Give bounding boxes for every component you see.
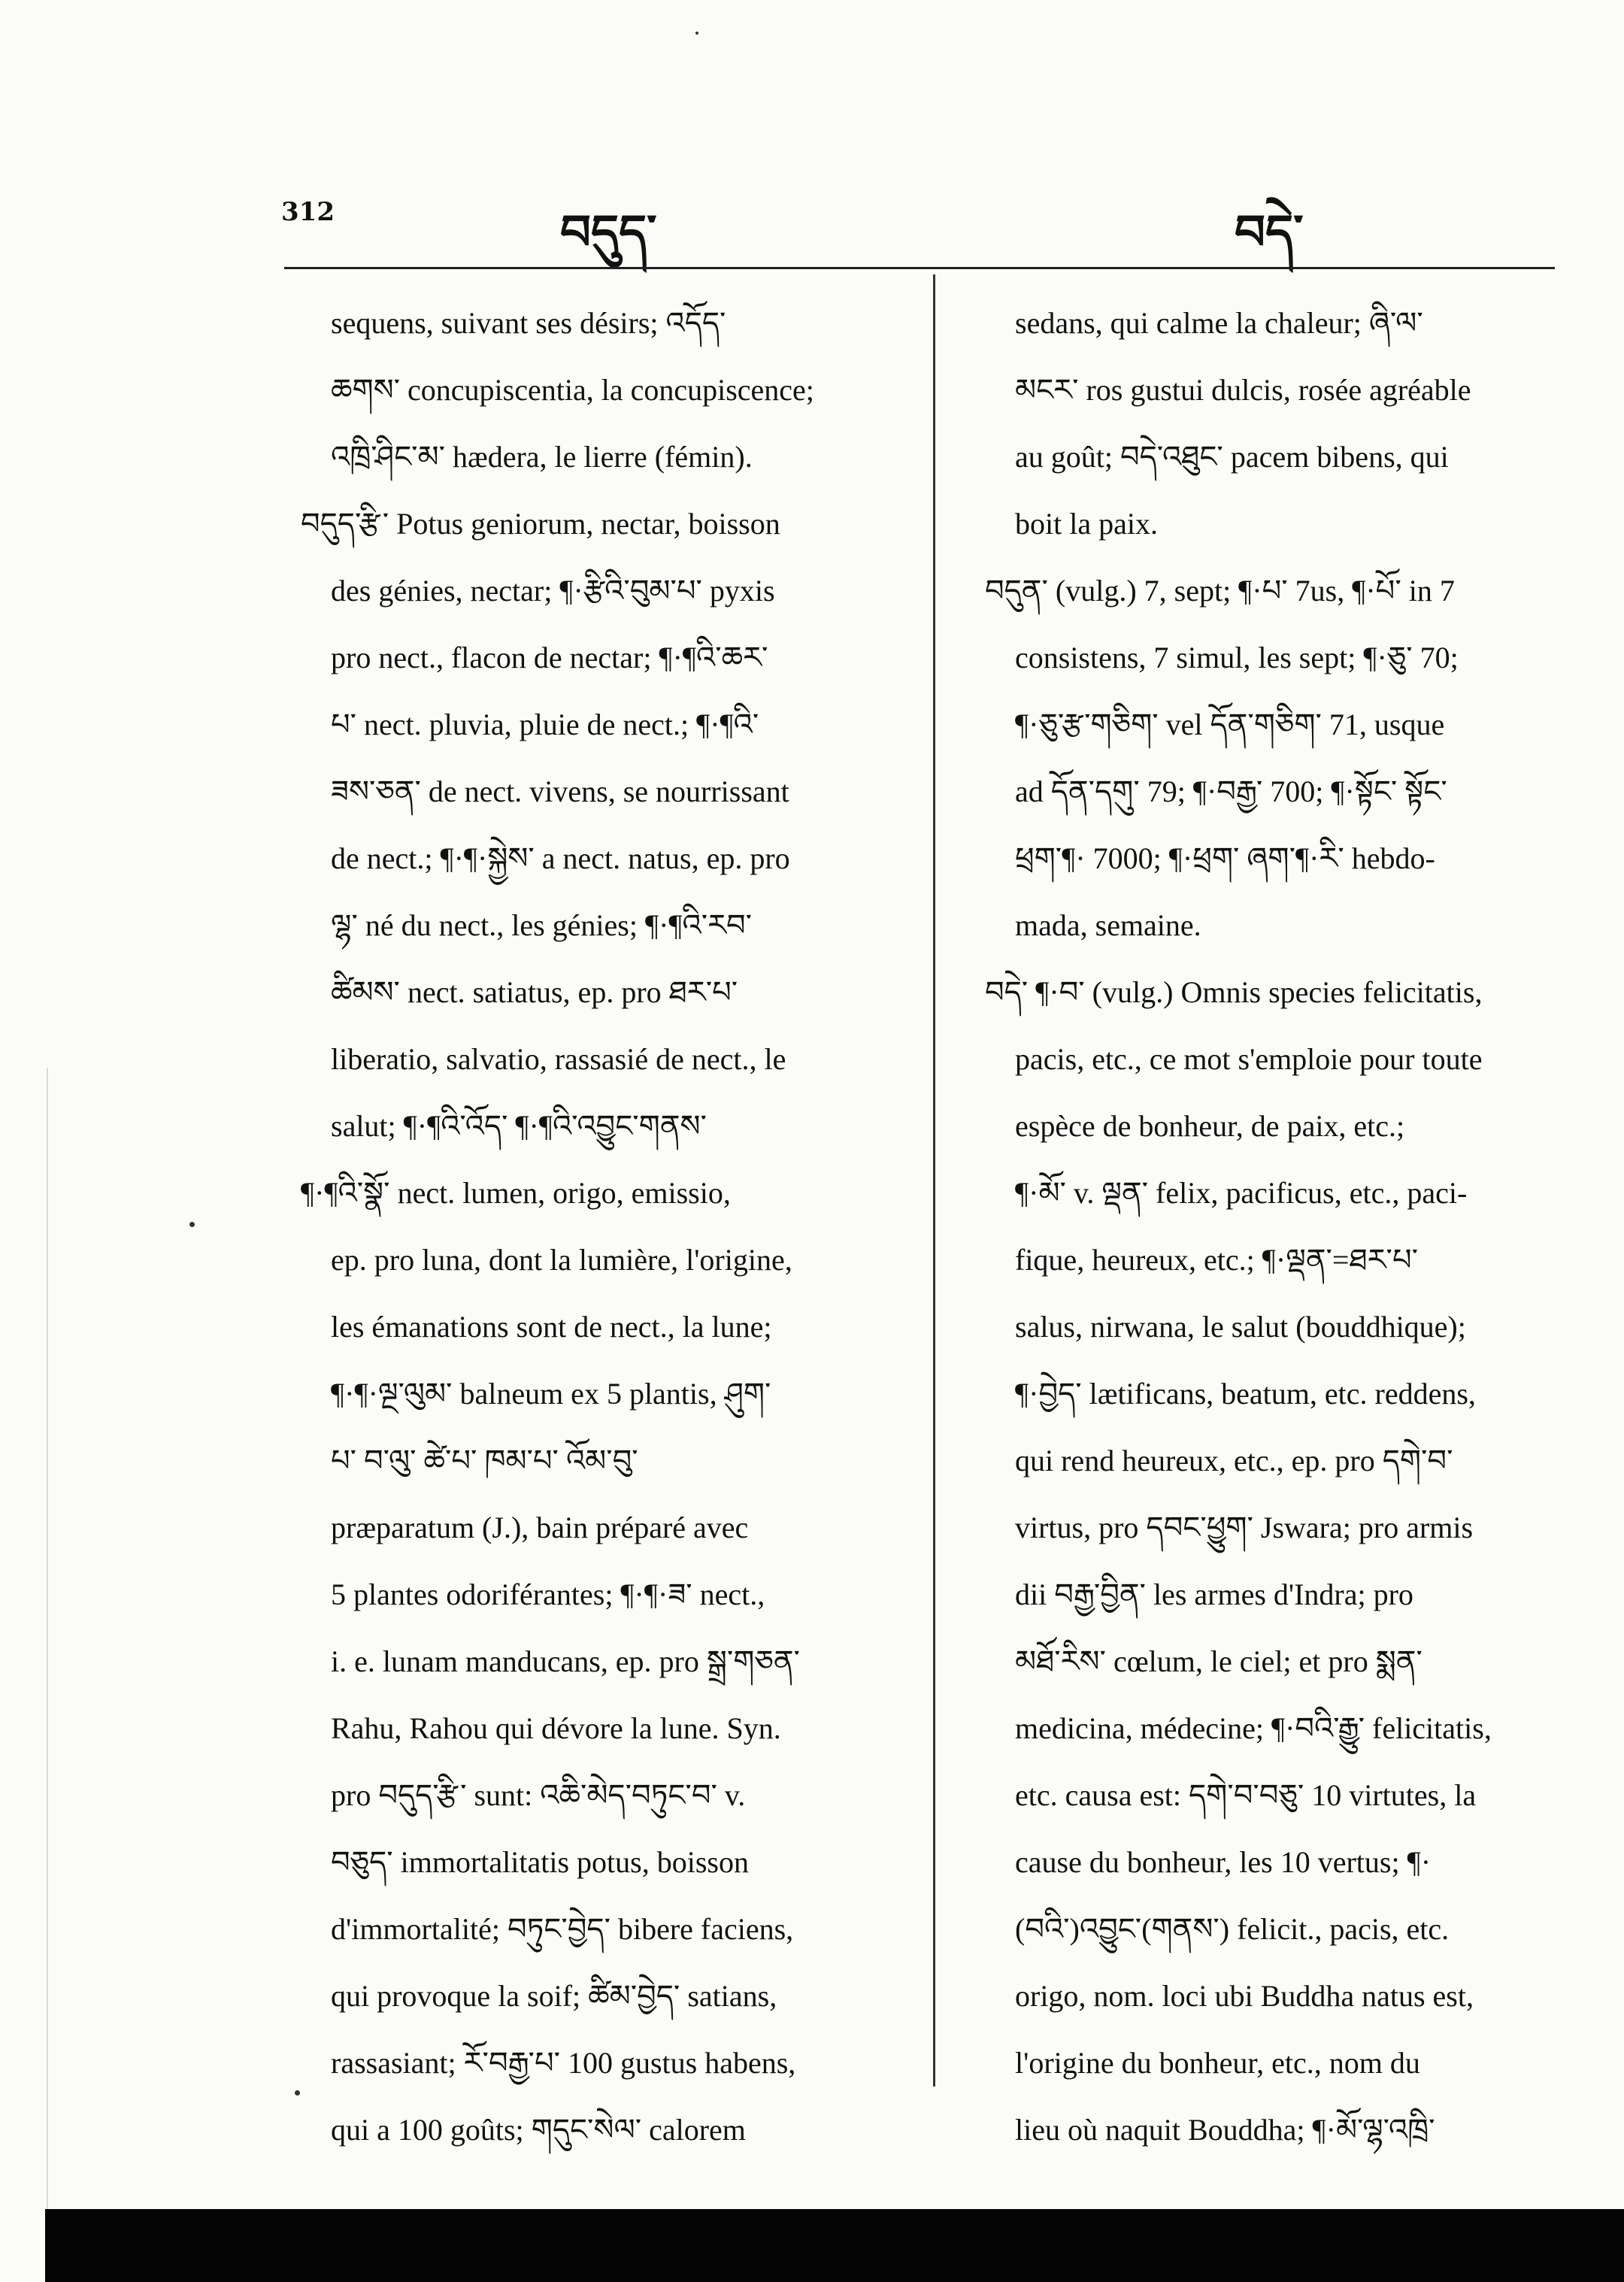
text-line: origo, nom. loci ubi Buddha natus est,	[1015, 1979, 1474, 2013]
text-line: cause du bonheur, les 10 vertus; ¶·	[1015, 1845, 1432, 1879]
text-line: des génies, nectar; ¶·རྩིའི་བུམ་པ་ pyxis	[331, 574, 775, 608]
page-number: 312	[281, 197, 335, 227]
text-line: ¶·¶·ལྔ་ལུམ་ balneum ex 5 plantis, ཤུག་	[331, 1377, 771, 1411]
scan-bottom-edge	[45, 2209, 1624, 2282]
text-line: མཐོ་རིས་ cœlum, le ciel; et pro སྨན་	[1015, 1644, 1423, 1678]
text-line: ཚིམས་ nect. satiatus, ep. pro ཐར་པ་	[331, 975, 738, 1009]
text-line: Rahu, Rahou qui dévore la lune. Syn.	[331, 1711, 781, 1745]
text-line: pacis, etc., ce mot s'emploie pour toute	[1015, 1042, 1483, 1076]
right-column	[985, 289, 1564, 2163]
text-line: ལྷ་ né du nect., les génies; ¶·¶འི་རབ་	[331, 908, 753, 942]
text-line: sequens, suivant ses désirs; འདོད་	[331, 306, 726, 340]
text-line: བདུད་རྩི་ Potus geniorum, nectar, boisson	[301, 507, 780, 541]
text-line: བདེ་ ¶·བ་ (vulg.) Omnis species felicitatis,	[985, 975, 1483, 1009]
text-line: præparatum (J.), bain préparé avec	[331, 1511, 749, 1544]
text-line: ཆགས་ concupiscentia, la concupiscence;	[331, 373, 814, 407]
text-line: d'immortalité; བཏུང་བྱེད་ bibere faciens,	[331, 1912, 794, 1946]
text-line: qui rend heureux, etc., ep. pro དགེ་བ་	[1015, 1444, 1453, 1477]
text-line: rassasiant; རོ་བརྒྱ་པ་ 100 gustus habens,	[331, 2046, 796, 2080]
text-line: l'origine du bonheur, etc., nom du	[1015, 2046, 1420, 2080]
text-line: qui a 100 goûts; གདུང་སེལ་ calorem	[331, 2113, 746, 2147]
text-line: པ་ nect. pluvia, pluie de nect.; ¶·¶འི་	[331, 708, 759, 741]
text-line: qui provoque la soif; ཚིམ་བྱེད་ satians,	[331, 1979, 777, 2013]
text-line: salut; ¶·¶འི་འོད་ ¶·¶འི་འབྱུང་གནས་	[331, 1109, 707, 1143]
text-line: lieu où naquit Bouddha; ¶·མོ་ལྷ་འཁྲི་	[1015, 2113, 1435, 2147]
text-line: ¶·¶འི་སྣོ་ nect. lumen, origo, emissio,	[301, 1176, 731, 1210]
text-line: sedans, qui calme la chaleur; ཞི་ལ་	[1015, 306, 1423, 340]
text-line: etc. causa est: དགེ་བ་བཅུ་ 10 virtutes, la	[1015, 1778, 1477, 1812]
text-line: pro nect., flacon de nectar; ¶·¶འི་ཆར་	[331, 641, 768, 674]
text-line: pro བདུད་རྩི་ sunt: འཆི་མེད་བཏུང་བ་ v.	[331, 1778, 746, 1812]
text-line: liberatio, salvatio, rassasié de nect., le	[331, 1042, 786, 1076]
text-line: ¶·བྱེད་ lætificans, beatum, etc. reddens,	[1015, 1377, 1476, 1411]
text-line: (བའི་)འབྱུང་(གནས་) felicit., pacis, etc.	[1015, 1912, 1450, 1946]
text-line: ep. pro luna, dont la lumière, l'origine,	[331, 1243, 792, 1277]
left-column	[301, 289, 914, 2163]
text-line: boit la paix.	[1015, 507, 1158, 541]
text-line: medicina, médecine; ¶·བའི་རྒྱུ་ felicitatis,	[1015, 1711, 1492, 1745]
text-line: i. e. lunam manducans, ep. pro སྒྲ་གཅན་	[331, 1644, 800, 1678]
text-line: dii བརྒྱ་བྱིན་ les armes d'Indra; pro	[1015, 1577, 1413, 1611]
text-line: salus, nirwana, le salut (bouddhique);	[1015, 1310, 1466, 1344]
text-line: virtus, pro དབང་ཕྱུག་ Jswara; pro armis	[1015, 1511, 1474, 1544]
text-line: བཅུད་ immortalitatis potus, boisson	[331, 1845, 749, 1879]
text-line: fique, heureux, etc.; ¶·ལྡན་=ཐར་པ་	[1015, 1243, 1418, 1277]
running-head-left: བདུད་	[560, 205, 657, 261]
text-line: བདུན་ (vulg.) 7, sept; ¶·པ་ 7us, ¶·པོ་ in 7	[985, 574, 1455, 608]
running-head-right: བདེ་	[1235, 205, 1304, 261]
text-line: ad དོན་དགུ་ 79; ¶·བརྒྱ་ 700; ¶·སྟོང་ སྟོང་	[1015, 774, 1447, 808]
text-line: པ་ བ་ལུ་ ཚེ་པ་ ཁམ་པ་ འོམ་བུ་	[331, 1444, 638, 1477]
text-line: ¶·མོ་ v. ལྡན་ felix, pacificus, etc., paci-	[1015, 1176, 1468, 1210]
text-line: ཕྲག་¶· 7000; ¶·ཕྲག་ ཞག་¶·རི་ hebdo-	[1015, 841, 1435, 875]
speck-mark	[695, 32, 698, 35]
text-line: 5 plantes odoriférantes; ¶·¶·ཟ་ nect.,	[331, 1577, 765, 1611]
text-line: ཟས་ཅན་ de nect. vivens, se nourrissant	[331, 774, 789, 808]
text-line: ¶·ཅུ་རྩ་གཅིག་ vel དོན་གཅིག་ 71, usque	[1015, 708, 1445, 741]
text-line: de nect.; ¶·¶·སྐྱེས་ a nect. natus, ep. pro	[331, 841, 790, 875]
text-line: འཁྲི་ཤིང་མ་ hædera, le lierre (fémin).	[331, 440, 753, 474]
speck-mark	[189, 1222, 195, 1227]
text-line: consistens, 7 simul, les sept; ¶·ཅུ་ 70;	[1015, 641, 1459, 674]
text-line: espèce de bonheur, de paix, etc.;	[1015, 1109, 1405, 1143]
header-rule	[284, 267, 1555, 269]
text-line: mada, semaine.	[1015, 908, 1201, 942]
speck-mark	[295, 2090, 300, 2096]
column-divider	[933, 274, 935, 2087]
text-line: au goût; བདེ་འཐུང་ pacem bibens, qui	[1015, 440, 1449, 474]
text-line: མངར་ ros gustui dulcis, rosée agréable	[1015, 373, 1471, 407]
text-line: les émanations sont de nect., la lune;	[331, 1310, 772, 1344]
page-edge	[47, 1068, 48, 2211]
